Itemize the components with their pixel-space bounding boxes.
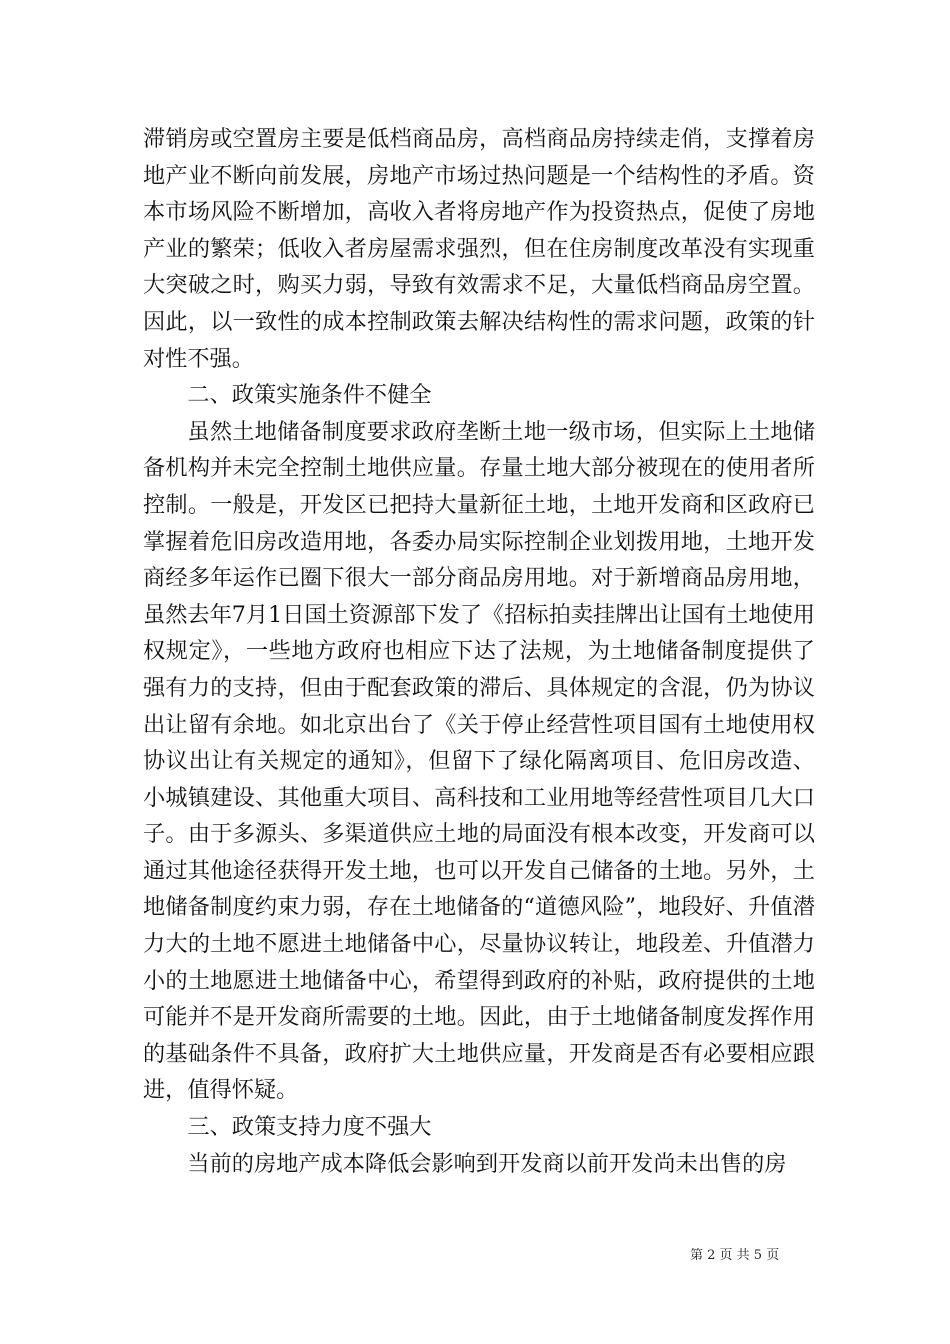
body-text bbox=[143, 121, 815, 1182]
paragraph-land-reserve: 虽然土地储备制度要求政府垄断土地一级市场，但实际上土地储备机构并未完全控制土地供应量。存量土地大部分被现在的使用者所控制。一般是，开发区已把持大量新征土地，土地开发商和区政府已掌握着危旧房改造用地，各委办局实际控制企业划拨用地，土地开发商经多年运作已圈下很大一部分商品房用地。对于新增商品房用地，虽然去年7月1日国土资源部下发了《招标拍卖挂牌出让国有土地使用权规定》，一些地方政府也相应下达了法规，为土地储备制度提供了强有力的支持，但由于配套政策的滞后、具体规定的含混，仍为协议出让留有余地。如北京出台了《关于停止经营性项目国有土地使用权协议出让有关规定的通知》，但留下了绿化隔离项目、危旧房改造、小城镇建设、其他重大项目、高科技和工业用地等经营性项目几大口子。由于多源头、多渠道供应土地的局面没有根本改变，开发商可以通过其他途径获得开发土地，也可以开发自己储备的土地。另外，土地储备制度约束力弱，存在土地储备的“道德风险”，地段好、升值潜力大的土地不愿进土地储备中心，尽量协议转让，地段差、升值潜力小的土地愿进土地储备中心，希望得到政府的补贴，政府提供的土地可能并不是开发商所需要的土地。因此，由于土地储备制度发挥作用的基础条件不具备，政府扩大土地供应量，开发商是否有必要相应跟进，值得怀疑。 bbox=[143, 418, 815, 1104]
page-footer: 第 2 页 共 5 页 bbox=[690, 1248, 780, 1263]
section-heading-2: 二、政策实施条件不健全 bbox=[187, 382, 432, 409]
paragraph-cost-reduction: 当前的房地产成本降低会影响到开发商以前开发尚未出售的房 bbox=[187, 1150, 787, 1177]
paragraph-continuation: 滞销房或空置房主要是低档商品房，高档商品房持续走俏，支撑着房地产业不断向前发展，房地产市场过热问题是一个结构性的矛盾。资本市场风险不断增加，高收入者将房地产作为投资热点，促使了房地产业的繁荣；低收入者房屋需求强烈，但在住房制度改革没有实现重大突破之时，购买力弱，导致有效需求不足，大量低档商品房空置。因此，以一致性的成本控制政策去解决结构性的需求问题，政策的针对性不强。 bbox=[143, 126, 815, 372]
section-heading-3: 三、政策支持力度不强大 bbox=[187, 1114, 432, 1141]
